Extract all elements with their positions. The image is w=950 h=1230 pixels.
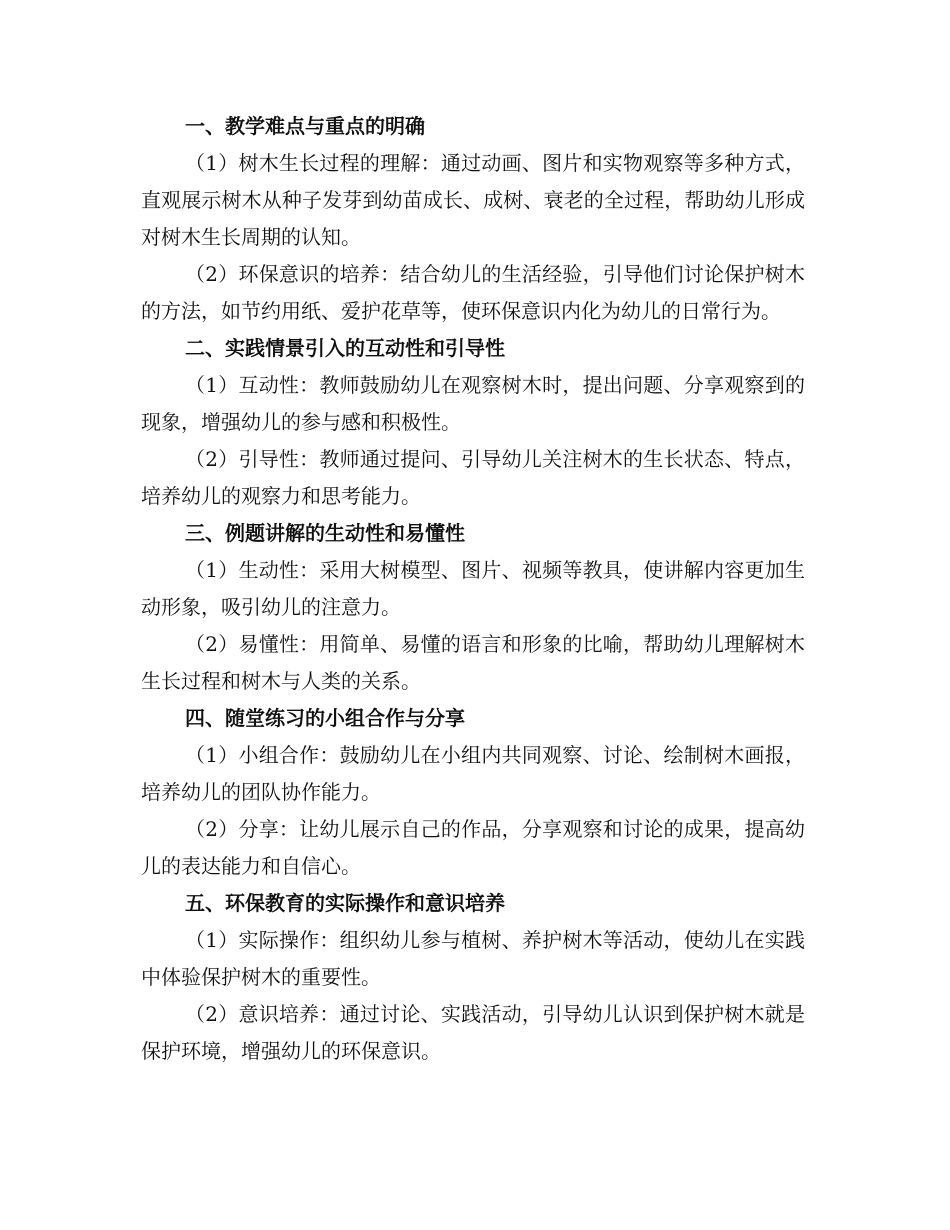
paragraph: （2）意识培养：通过讨论、实践活动，引导幼儿认识到保护树木就是保护环境，增强幼儿的环保意识。 — [141, 1002, 805, 1063]
document-body — [141, 108, 805, 1070]
section-3 — [141, 515, 805, 700]
paragraph: （1）互动性：教师鼓励幼儿在观察树木时，提出问题、分享观察到的现象，增强幼儿的参与感和积极性。 — [141, 373, 805, 434]
section-heading: 四、随堂练习的小组合作与分享 — [185, 706, 465, 730]
section-heading: 一、教学难点与重点的明确 — [185, 114, 425, 138]
paragraph: （1）树木生长过程的理解：通过动画、图片和实物观察等多种方式，直观展示树木从种子发芽到幼苗成长、成树、衰老的全过程，帮助幼儿形成对树木生长周期的认知。 — [141, 151, 805, 249]
section-2 — [141, 330, 805, 515]
section-4 — [141, 700, 805, 885]
section-heading: 二、实践情景引入的互动性和引导性 — [185, 336, 505, 360]
paragraph: （2）易懂性：用简单、易懂的语言和形象的比喻，帮助幼儿理解树木生长过程和树木与人类的关系。 — [141, 632, 805, 693]
paragraph: （1）生动性：采用大树模型、图片、视频等教具，使讲解内容更加生动形象，吸引幼儿的注意力。 — [141, 558, 805, 619]
paragraph: （2）环保意识的培养：结合幼儿的生活经验，引导他们讨论保护树木的方法，如节约用纸、爱护花草等，使环保意识内化为幼儿的日常行为。 — [141, 262, 805, 323]
paragraph: （2）分享：让幼儿展示自己的作品，分享观察和讨论的成果，提高幼儿的表达能力和自信心。 — [141, 817, 805, 878]
section-1 — [141, 108, 805, 330]
section-heading: 三、例题讲解的生动性和易懂性 — [185, 521, 465, 545]
paragraph: （1）小组合作：鼓励幼儿在小组内共同观察、讨论、绘制树木画报，培养幼儿的团队协作能力。 — [141, 743, 805, 804]
section-heading: 五、环保教育的实际操作和意识培养 — [185, 891, 505, 915]
section-5 — [141, 885, 805, 1070]
paragraph: （1）实际操作：组织幼儿参与植树、养护树木等活动，使幼儿在实践中体验保护树木的重要性。 — [141, 928, 805, 989]
paragraph: （2）引导性：教师通过提问、引导幼儿关注树木的生长状态、特点，培养幼儿的观察力和思考能力。 — [141, 447, 805, 508]
